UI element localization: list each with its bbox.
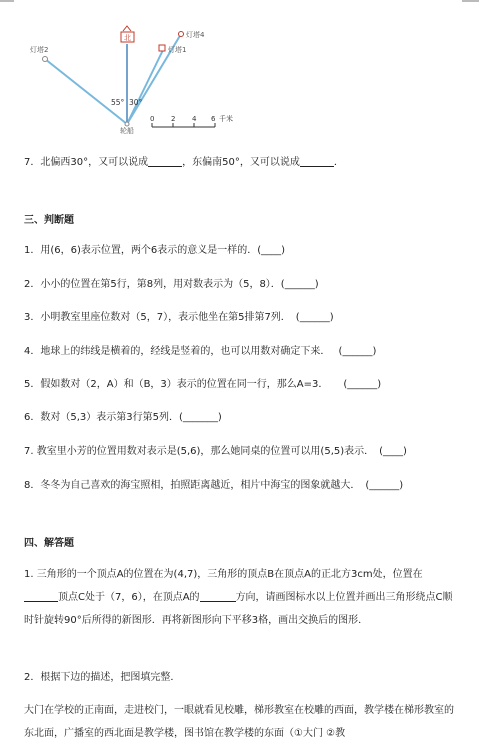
q1-blank-1[interactable] bbox=[24, 590, 58, 602]
q7-blank-2[interactable] bbox=[300, 155, 334, 167]
angle-55-label: 55° bbox=[111, 98, 125, 107]
judge-item-5: 5．假如数对（2，A）和（B，3）表示的位置在同一行，那么A=3． (______) bbox=[24, 379, 382, 390]
ship-label: 轮船 bbox=[120, 127, 134, 135]
ray-to-tower1 bbox=[127, 50, 163, 124]
judge-item-6: 6．数对（5,3）表示第3行第5列．(_______) bbox=[24, 412, 222, 423]
lighthouse-diagram bbox=[0, 0, 479, 140]
north-label: 北 bbox=[124, 34, 131, 42]
question-7 bbox=[24, 155, 344, 169]
tower1-label: 灯塔1 bbox=[168, 46, 187, 54]
q7-blank-1[interactable] bbox=[148, 155, 182, 167]
angle-30-label: 30° bbox=[129, 98, 143, 107]
judge-item-7: 7. 教室里小芳的位置用数对表示是(5,6)，那么她同桌的位置可以用(5,5)表示． (____) bbox=[24, 446, 407, 457]
q7-suffix: ． bbox=[333, 157, 344, 168]
q1-blank-2[interactable] bbox=[200, 590, 236, 602]
q1-part3: 方向，请画图标水以上位置并画出三角形绕点C顺时针旋转90°后所得的新图形．再将新图形向下平移3格，画出交换后的图形． bbox=[24, 592, 453, 626]
q7-middle: ，东偏南50°，又可以说成 bbox=[182, 157, 300, 168]
judge-item-1: 1．用(6，6)表示位置，两个6表示的意义是一样的．(____) bbox=[24, 245, 286, 256]
scale-unit: 千米 bbox=[219, 115, 233, 123]
section3-title: 三、判断题 bbox=[24, 215, 74, 226]
tower2-point bbox=[43, 57, 48, 62]
scale-tick-2: 2 bbox=[171, 115, 176, 123]
scale-tick-6: 6 bbox=[211, 115, 216, 123]
answer-question-1 bbox=[24, 563, 454, 632]
scale-tick-4: 4 bbox=[192, 115, 197, 123]
scale-tick-0: 0 bbox=[150, 115, 155, 123]
judge-item-3: 3．小明教室里座位数对（5，7），表示他坐在第5排第7列． (______) bbox=[24, 312, 334, 323]
q7-prefix: 7．北偏西30°，又可以说成 bbox=[24, 157, 149, 168]
corner-mark-right bbox=[462, 0, 479, 2]
ray-to-tower2 bbox=[45, 59, 127, 124]
tower1-point bbox=[159, 45, 165, 51]
judge-item-8: 8．冬冬为自己喜欢的海宝照相，拍照距离越近，相片中海宝的图象就越大． (______) bbox=[24, 480, 404, 491]
north-arrow-icon bbox=[123, 26, 131, 31]
answer-question-2-title: 2．根据下边的描述，把图填完整． bbox=[24, 672, 181, 683]
tower4-label: 灯塔4 bbox=[186, 31, 205, 39]
q1-part1: 1. 三角形的一个顶点A的位置在为(4,7)，三角形的顶点B在顶点A的正北方3cm处，位置在 bbox=[24, 569, 423, 580]
section4-title: 四、解答题 bbox=[24, 538, 74, 549]
corner-mark-left bbox=[0, 0, 14, 2]
scale-bar bbox=[150, 114, 233, 127]
tower4-point bbox=[179, 32, 184, 37]
answer-question-2-text: 大门在学校的正南面，走进校门，一眼就看见校雕，梯形教室在校雕的西面，教学楼在梯形教室的东北面，广播室的西北面是教学楼，图书馆在教学楼的东面（①大门 ②教 bbox=[24, 705, 454, 739]
ship-point bbox=[125, 122, 129, 126]
judge-item-4: 4．地球上的纬线是横着的，经线是竖着的，也可以用数对确定下来． (______) bbox=[24, 346, 377, 357]
judge-item-2: 2．小小的位置在第5行，第8列，用对数表示为（5，8）．(______) bbox=[24, 279, 319, 290]
tower2-label: 灯塔2 bbox=[30, 46, 49, 54]
q1-part2: 顶点C处于（7，6），在顶点A的 bbox=[58, 592, 200, 603]
